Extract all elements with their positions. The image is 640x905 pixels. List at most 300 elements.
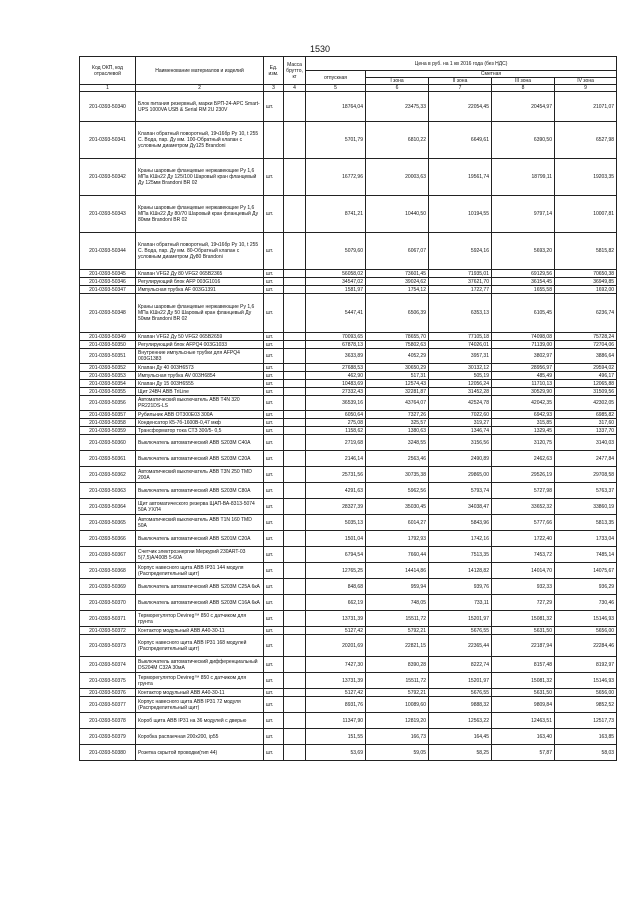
row-release-price: 7427,30: [306, 657, 366, 673]
row-name: Выключатель автоматический ABB S203M C16A 6кА: [136, 595, 264, 611]
row-mass: [284, 657, 306, 673]
row-zone3-price: 9797,14: [492, 196, 555, 233]
row-unit: шт.: [264, 92, 284, 122]
row-zone1-price: 1754,12: [366, 286, 429, 294]
row-zone1-price: 8390,28: [366, 657, 429, 673]
col-number-1: 1: [80, 85, 136, 92]
row-zone1-price: 59,05: [366, 745, 429, 761]
row-zone2-price: 15201,97: [429, 611, 492, 627]
row-code: 201-0393-50374: [80, 657, 136, 673]
row-name: Автоматический выключатель ABB T3N 250 TMD 200A: [136, 467, 264, 483]
row-name: Внутренние импульсные трубки для AFPQ4 003G1383: [136, 349, 264, 364]
row-release-price: 5447,41: [306, 294, 366, 333]
header-unit: Ед. изм.: [264, 57, 284, 85]
row-zone4-price: 6985,82: [555, 411, 617, 419]
row-code: 201-0393-50355: [80, 388, 136, 396]
row-unit: шт.: [264, 579, 284, 595]
row-release-price: 13731,39: [306, 611, 366, 627]
row-zone2-price: 5924,16: [429, 233, 492, 270]
table-row: [80, 286, 617, 294]
row-zone1-price: 4052,29: [366, 349, 429, 364]
row-code: 201-0393-50343: [80, 196, 136, 233]
row-zone2-price: 34038,47: [429, 499, 492, 515]
row-unit: шт.: [264, 713, 284, 729]
row-zone3-price: 57,87: [492, 745, 555, 761]
row-code: 201-0393-50353: [80, 372, 136, 380]
row-name: Терморегулятор Devireg™ 850 с датчиком для грунта: [136, 673, 264, 689]
row-zone4-price: 21071,07: [555, 92, 617, 122]
row-release-price: 5701,79: [306, 122, 366, 159]
row-release-price: 6794,54: [306, 547, 366, 563]
row-unit: шт.: [264, 745, 284, 761]
row-mass: [284, 196, 306, 233]
table-row: [80, 499, 617, 515]
row-code: 201-0393-50358: [80, 419, 136, 427]
row-zone1-price: 39024,62: [366, 278, 429, 286]
row-unit: шт.: [264, 697, 284, 713]
row-code: 201-0393-50354: [80, 380, 136, 388]
row-mass: [284, 388, 306, 396]
row-mass: [284, 435, 306, 451]
col-number-4: 4: [284, 85, 306, 92]
row-mass: [284, 159, 306, 196]
price-table: [79, 56, 617, 761]
row-name: Импульсная трубка AF 003G1391: [136, 286, 264, 294]
row-zone3-price: 5631,50: [492, 689, 555, 697]
row-zone1-price: 2563,46: [366, 451, 429, 467]
row-zone4-price: 19203,35: [555, 159, 617, 196]
table-row: [80, 611, 617, 627]
row-mass: [284, 595, 306, 611]
row-name: Выключатель автоматический ABB S203M C40A: [136, 435, 264, 451]
row-name: Конденсатор К5-7б-1600В-0,47 мкф: [136, 419, 264, 427]
table-row: [80, 372, 617, 380]
row-release-price: 5127,42: [306, 627, 366, 635]
row-zone1-price: 7327,26: [366, 411, 429, 419]
row-release-price: 6050,64: [306, 411, 366, 419]
row-zone2-price: 1742,16: [429, 531, 492, 547]
row-zone2-price: 1346,74: [429, 427, 492, 435]
row-release-price: 10483,69: [306, 380, 366, 388]
row-name: Клапан обратный поворотный, 19ч16бр Ру 10, t 255 С. Вода, пар. Ду мм. 80-Обратный клапан с условным диаметром Ду80 Brandoni: [136, 233, 264, 270]
row-name: Корпус навесного щита ABB IP31 168 модулей (Распределительный щит): [136, 635, 264, 657]
row-zone4-price: 2477,84: [555, 451, 617, 467]
row-unit: шт.: [264, 349, 284, 364]
row-release-price: 275,08: [306, 419, 366, 427]
row-release-price: 34547,02: [306, 278, 366, 286]
row-code: 201-0393-50372: [80, 627, 136, 635]
row-zone3-price: 20454,97: [492, 92, 555, 122]
row-zone1-price: 5962,56: [366, 483, 429, 499]
row-zone3-price: 30529,90: [492, 388, 555, 396]
row-name: Регулирующий блок AFPQ4 003G1033: [136, 341, 264, 349]
row-zone3-price: 14014,70: [492, 563, 555, 579]
row-code: 201-0393-50370: [80, 595, 136, 611]
row-code: 201-0393-50342: [80, 159, 136, 196]
row-zone3-price: 315,85: [492, 419, 555, 427]
row-zone4-price: 730,46: [555, 595, 617, 611]
row-zone2-price: 7513,35: [429, 547, 492, 563]
table-row: [80, 635, 617, 657]
row-release-price: 2146,14: [306, 451, 366, 467]
table-row: [80, 396, 617, 411]
row-zone4-price: 14075,67: [555, 563, 617, 579]
row-zone1-price: 43764,07: [366, 396, 429, 411]
row-name: Краны шаровые фланцевые нержавеющие Ру 1,6 МПа КШн22 Ду 125/100 Шаровый кран фланцевый Ду 125мм Brandoni BR 02: [136, 159, 264, 196]
row-unit: шт.: [264, 451, 284, 467]
table-row: [80, 341, 617, 349]
row-unit: шт.: [264, 563, 284, 579]
row-zone4-price: 5656,00: [555, 689, 617, 697]
row-release-price: 27688,53: [306, 364, 366, 372]
row-mass: [284, 467, 306, 483]
row-zone3-price: 42042,35: [492, 396, 555, 411]
row-name: Контактор модульный ABB A40-30-11: [136, 627, 264, 635]
row-release-price: 5079,60: [306, 233, 366, 270]
row-zone3-price: 485,49: [492, 372, 555, 380]
row-mass: [284, 563, 306, 579]
row-zone4-price: 317,60: [555, 419, 617, 427]
row-release-price: 5127,42: [306, 689, 366, 697]
row-zone3-price: 69129,56: [492, 270, 555, 278]
row-code: 201-0393-50366: [80, 531, 136, 547]
row-unit: шт.: [264, 286, 284, 294]
header-name: Наименование материалов и изделий: [136, 57, 264, 85]
row-name: Выключатель автоматический ABB S203M C20A: [136, 451, 264, 467]
row-unit: шт.: [264, 333, 284, 341]
row-release-price: 151,55: [306, 729, 366, 745]
row-name: Автоматический выключатель ABB T4N 320 PR221DS-LS: [136, 396, 264, 411]
row-mass: [284, 270, 306, 278]
row-zone2-price: 3957,31: [429, 349, 492, 364]
row-mass: [284, 286, 306, 294]
row-name: Коробка распаечная 200х200, ip55: [136, 729, 264, 745]
row-mass: [284, 515, 306, 531]
row-code: 201-0393-50376: [80, 689, 136, 697]
row-zone2-price: 31452,28: [429, 388, 492, 396]
row-zone3-price: 5693,20: [492, 233, 555, 270]
row-release-price: 36539,16: [306, 396, 366, 411]
row-zone2-price: 164,45: [429, 729, 492, 745]
row-zone3-price: 2462,63: [492, 451, 555, 467]
row-zone1-price: 30650,29: [366, 364, 429, 372]
table-body: [80, 92, 617, 761]
row-zone2-price: 7022,60: [429, 411, 492, 419]
row-release-price: 8931,76: [306, 697, 366, 713]
col-number-5: 5: [306, 85, 366, 92]
row-code: 201-0393-50345: [80, 270, 136, 278]
row-release-price: 27332,43: [306, 388, 366, 396]
row-name: Клапан Ду 40 003H6573: [136, 364, 264, 372]
row-code: 201-0393-50360: [80, 435, 136, 451]
row-zone1-price: 10440,50: [366, 196, 429, 233]
row-unit: шт.: [264, 341, 284, 349]
row-code: 201-0393-50375: [80, 673, 136, 689]
table-row: [80, 515, 617, 531]
row-mass: [284, 411, 306, 419]
row-zone4-price: 72704,06: [555, 341, 617, 349]
row-mass: [284, 547, 306, 563]
row-unit: шт.: [264, 411, 284, 419]
row-name: Выключатель автоматический дифференциальный DS204M C32A 30мА: [136, 657, 264, 673]
row-zone2-price: 319,27: [429, 419, 492, 427]
row-zone4-price: 8192,97: [555, 657, 617, 673]
row-zone2-price: 15201,97: [429, 673, 492, 689]
row-mass: [284, 729, 306, 745]
row-zone1-price: 1792,93: [366, 531, 429, 547]
row-zone4-price: 58,03: [555, 745, 617, 761]
table-row: [80, 380, 617, 388]
row-name: Краны шаровые фланцевые нержавеющие Ру 1,6 МПа КШн22 Ду 50 Шаровый кран фланцевый Ду 50мм Brandoni BR 02: [136, 294, 264, 333]
row-zone4-price: 163,85: [555, 729, 617, 745]
row-zone2-price: 30132,12: [429, 364, 492, 372]
row-zone2-price: 42524,78: [429, 396, 492, 411]
row-zone1-price: 6506,39: [366, 294, 429, 333]
row-zone3-price: 727,29: [492, 595, 555, 611]
row-code: 201-0393-50365: [80, 515, 136, 531]
row-zone1-price: 35030,45: [366, 499, 429, 515]
table-row: [80, 595, 617, 611]
row-zone3-price: 8157,48: [492, 657, 555, 673]
row-mass: [284, 233, 306, 270]
row-release-price: 53,69: [306, 745, 366, 761]
row-zone1-price: 6067,07: [366, 233, 429, 270]
row-release-price: 1581,97: [306, 286, 366, 294]
row-zone3-price: 6942,93: [492, 411, 555, 419]
row-zone2-price: 6353,13: [429, 294, 492, 333]
row-zone3-price: 9809,84: [492, 697, 555, 713]
row-zone4-price: 42302,05: [555, 396, 617, 411]
row-name: Краны шаровые фланцевые нержавеющие Ру 1,6 МПа КШн22 Ду 80/70 Шаровый кран фланцевый Ду 80мм Brandoni BR 02: [136, 196, 264, 233]
row-release-price: 2719,68: [306, 435, 366, 451]
table-row: [80, 547, 617, 563]
row-zone3-price: 29526,19: [492, 467, 555, 483]
row-zone4-price: 9852,52: [555, 697, 617, 713]
row-code: 201-0393-50361: [80, 451, 136, 467]
row-zone4-price: 5813,35: [555, 515, 617, 531]
row-zone4-price: 1692,00: [555, 286, 617, 294]
row-zone3-price: 1329,45: [492, 427, 555, 435]
row-zone2-price: 3156,56: [429, 435, 492, 451]
row-zone3-price: 5631,50: [492, 627, 555, 635]
row-unit: шт.: [264, 435, 284, 451]
row-zone3-price: 22187,94: [492, 635, 555, 657]
row-mass: [284, 349, 306, 364]
row-zone2-price: 939,76: [429, 579, 492, 595]
row-mass: [284, 122, 306, 159]
row-unit: шт.: [264, 396, 284, 411]
row-zone3-price: 28956,97: [492, 364, 555, 372]
row-release-price: 11347,90: [306, 713, 366, 729]
row-unit: шт.: [264, 595, 284, 611]
row-zone3-price: 11710,13: [492, 380, 555, 388]
header-code: Код ОКП, код отраслевой: [80, 57, 136, 85]
header-zone4: IV зона: [555, 78, 617, 85]
row-code: 201-0393-50341: [80, 122, 136, 159]
row-release-price: 3633,89: [306, 349, 366, 364]
row-code: 201-0393-50340: [80, 92, 136, 122]
row-unit: шт.: [264, 547, 284, 563]
col-number-8: 8: [492, 85, 555, 92]
row-release-price: 4291,63: [306, 483, 366, 499]
row-zone2-price: 1722,77: [429, 286, 492, 294]
row-release-price: 16772,96: [306, 159, 366, 196]
row-zone1-price: 5792,21: [366, 689, 429, 697]
row-zone4-price: 5656,00: [555, 627, 617, 635]
row-unit: шт.: [264, 515, 284, 531]
row-mass: [284, 531, 306, 547]
table-row: [80, 159, 617, 196]
row-zone3-price: 3120,75: [492, 435, 555, 451]
row-zone1-price: 14414,86: [366, 563, 429, 579]
row-unit: шт.: [264, 657, 284, 673]
row-zone1-price: 6810,22: [366, 122, 429, 159]
row-code: 201-0393-50356: [80, 396, 136, 411]
row-zone1-price: 325,57: [366, 419, 429, 427]
row-code: 201-0393-50379: [80, 729, 136, 745]
row-name: Регулирующий блок AFP 003G1016: [136, 278, 264, 286]
row-zone4-price: 12065,88: [555, 380, 617, 388]
row-name: Трансформатор тока СТЗ 300/5- 0,5: [136, 427, 264, 435]
table-row: [80, 673, 617, 689]
row-zone1-price: 6014,27: [366, 515, 429, 531]
row-zone2-price: 6649,61: [429, 122, 492, 159]
row-unit: шт.: [264, 278, 284, 286]
table-row: [80, 579, 617, 595]
row-zone4-price: 7485,14: [555, 547, 617, 563]
table-row: [80, 233, 617, 270]
row-mass: [284, 745, 306, 761]
table-row: [80, 467, 617, 483]
row-zone4-price: 1733,04: [555, 531, 617, 547]
row-unit: шт.: [264, 483, 284, 499]
row-code: 201-0393-50378: [80, 713, 136, 729]
row-code: 201-0393-50359: [80, 427, 136, 435]
row-name: Корпус навесного щита ABB IP31 72 модуля (Распределительный щит): [136, 697, 264, 713]
row-code: 201-0393-50347: [80, 286, 136, 294]
row-zone4-price: 3886,64: [555, 349, 617, 364]
table-row: [80, 294, 617, 333]
row-zone4-price: 22284,46: [555, 635, 617, 657]
row-unit: шт.: [264, 159, 284, 196]
table-row: [80, 435, 617, 451]
row-code: 201-0393-50344: [80, 233, 136, 270]
table-row: [80, 411, 617, 419]
row-release-price: 848,68: [306, 579, 366, 595]
row-code: 201-0393-50350: [80, 341, 136, 349]
row-zone1-price: 30735,38: [366, 467, 429, 483]
row-zone2-price: 5676,55: [429, 627, 492, 635]
row-code: 201-0393-50367: [80, 547, 136, 563]
row-name: Выключатель автоматический ABB S201M C20A: [136, 531, 264, 547]
table-row: [80, 697, 617, 713]
row-mass: [284, 294, 306, 333]
row-mass: [284, 627, 306, 635]
row-name: Корпус навесного щита ABB IP31 144 модуля (Распределительный щит): [136, 563, 264, 579]
row-zone4-price: 29594,02: [555, 364, 617, 372]
table-row: [80, 531, 617, 547]
row-zone2-price: 71935,01: [429, 270, 492, 278]
row-zone2-price: 37621,70: [429, 278, 492, 286]
table-row: [80, 419, 617, 427]
row-zone4-price: 5815,82: [555, 233, 617, 270]
row-zone2-price: 12056,24: [429, 380, 492, 388]
row-release-price: 12765,25: [306, 563, 366, 579]
row-zone4-price: 6236,74: [555, 294, 617, 333]
row-zone3-price: 7453,72: [492, 547, 555, 563]
row-name: Импульсная трубка AV 003H6854: [136, 372, 264, 380]
row-mass: [284, 92, 306, 122]
row-zone1-price: 23475,33: [366, 92, 429, 122]
row-code: 201-0393-50349: [80, 333, 136, 341]
row-zone4-price: 15146,93: [555, 611, 617, 627]
row-zone1-price: 959,94: [366, 579, 429, 595]
row-zone3-price: 163,40: [492, 729, 555, 745]
row-mass: [284, 673, 306, 689]
row-zone3-price: 12463,51: [492, 713, 555, 729]
row-zone2-price: 9888,32: [429, 697, 492, 713]
row-release-price: 25731,56: [306, 467, 366, 483]
row-mass: [284, 364, 306, 372]
col-number-6: 6: [366, 85, 429, 92]
header-price-group: Цена в руб. на 1 кв 2016 года (без НДС): [306, 57, 617, 71]
row-mass: [284, 499, 306, 515]
row-release-price: 662,19: [306, 595, 366, 611]
table-row: [80, 122, 617, 159]
row-name: Розетка скрытой проводки(тип 44): [136, 745, 264, 761]
row-release-price: 70093,65: [306, 333, 366, 341]
row-zone2-price: 733,11: [429, 595, 492, 611]
row-mass: [284, 341, 306, 349]
header-release: отпускная: [306, 71, 366, 85]
row-mass: [284, 380, 306, 388]
row-zone3-price: 33652,32: [492, 499, 555, 515]
row-zone2-price: 5793,74: [429, 483, 492, 499]
row-unit: шт.: [264, 673, 284, 689]
row-zone4-price: 496,17: [555, 372, 617, 380]
row-unit: шт.: [264, 294, 284, 333]
row-release-price: 5035,13: [306, 515, 366, 531]
table-row: [80, 196, 617, 233]
row-unit: шт.: [264, 388, 284, 396]
row-zone2-price: 77105,18: [429, 333, 492, 341]
row-code: 201-0393-50377: [80, 697, 136, 713]
row-release-price: 1158,62: [306, 427, 366, 435]
row-code: 201-0393-50357: [80, 411, 136, 419]
table-row: [80, 627, 617, 635]
table-row: [80, 689, 617, 697]
row-unit: шт.: [264, 233, 284, 270]
table-row: [80, 745, 617, 761]
table-row: [80, 270, 617, 278]
row-zone1-price: 75802,63: [366, 341, 429, 349]
row-unit: шт.: [264, 467, 284, 483]
row-zone1-price: 78655,70: [366, 333, 429, 341]
row-mass: [284, 611, 306, 627]
row-unit: шт.: [264, 270, 284, 278]
row-unit: [264, 122, 284, 159]
row-unit: шт.: [264, 611, 284, 627]
row-release-price: 28327,39: [306, 499, 366, 515]
row-unit: шт.: [264, 372, 284, 380]
row-mass: [284, 372, 306, 380]
row-name: Блок питания резервный, марки БРП-24-APC Smart-UPS 1000VA USB & Serial RM 2U 230V: [136, 92, 264, 122]
row-name: Клапан VFG2 Ду 50 VFG2 065B2659: [136, 333, 264, 341]
header-zone1: I зона: [366, 78, 429, 85]
row-zone2-price: 10194,55: [429, 196, 492, 233]
row-zone3-price: 1722,40: [492, 531, 555, 547]
row-mass: [284, 635, 306, 657]
